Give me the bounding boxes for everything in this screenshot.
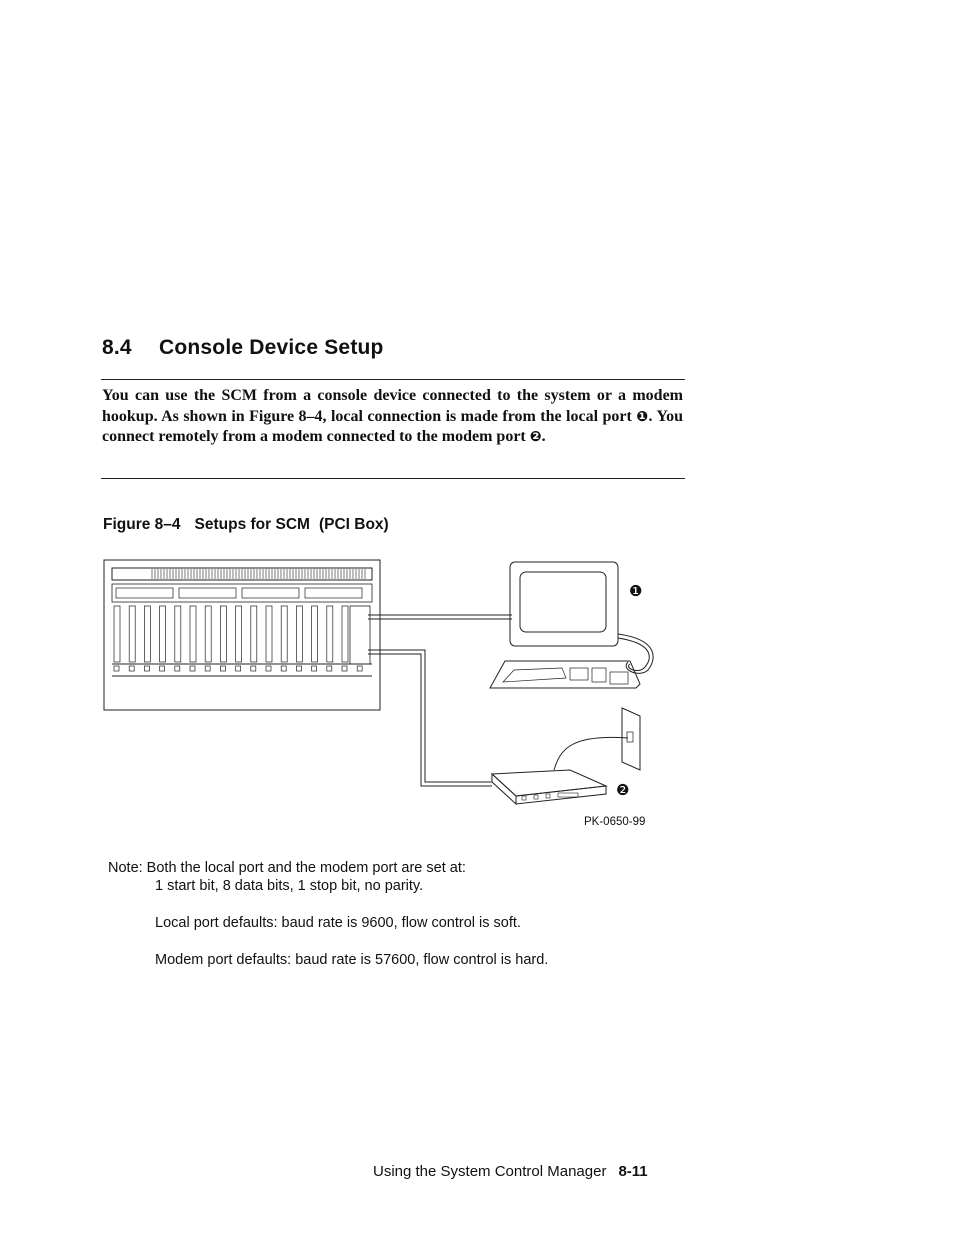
card-slot <box>266 606 272 662</box>
status-led <box>190 666 195 671</box>
bottom-rule <box>101 478 685 479</box>
note-line-2: 1 start bit, 8 data bits, 1 stop bit, no parity. <box>155 878 424 894</box>
card-slot <box>236 606 242 662</box>
card-slot <box>312 606 318 662</box>
status-led <box>327 666 332 671</box>
card-slot <box>160 606 166 662</box>
figure-caption <box>103 516 403 534</box>
card-slot <box>144 606 150 662</box>
status-led <box>175 666 180 671</box>
setup-diagram <box>100 550 660 840</box>
status-led <box>357 666 362 671</box>
card-slot <box>129 606 135 662</box>
status-led <box>266 666 271 671</box>
status-led <box>312 666 317 671</box>
card-slot <box>342 606 348 662</box>
figure-title-b: (PCI Box) <box>318 516 389 533</box>
intro-text-1: You can use the SCM from a console device connected to the system or a modem hookup. As shown in Figure 8–4, local connection is made from the local port <box>102 387 683 425</box>
callout-1-icon: ❶ <box>636 408 649 425</box>
intro-paragraph <box>102 386 683 448</box>
page-number: 8-11 <box>618 1163 648 1180</box>
intro-text-2: . You connect remotely from a modem connected to the modem port <box>102 407 684 446</box>
status-led <box>281 666 286 671</box>
card-slot <box>251 606 257 662</box>
intro-text-3: . <box>541 428 546 446</box>
note-line-3: Local port defaults: baud rate is 9600, flow control is soft. <box>155 915 521 931</box>
card-slot <box>205 606 211 662</box>
card-slot <box>220 606 226 662</box>
pci-box-illustration <box>104 560 380 710</box>
status-led <box>220 666 225 671</box>
local-cable <box>368 615 512 619</box>
top-rule <box>101 379 685 380</box>
status-led <box>205 666 210 671</box>
status-led <box>129 666 134 671</box>
section-number: 8.4 <box>102 336 132 359</box>
status-led <box>144 666 149 671</box>
note-line-1: Note: Both the local port and the modem port are set at: <box>108 860 466 876</box>
keyboard-cable <box>618 634 653 673</box>
section-heading <box>102 336 384 360</box>
monitor-illustration <box>510 562 618 646</box>
card-slot <box>296 606 302 662</box>
figure-callout-2-icon: ❷ <box>616 781 630 799</box>
callout-2-icon: ❷ <box>529 429 542 446</box>
section-title: Console Device Setup <box>159 336 384 359</box>
status-led <box>296 666 301 671</box>
wall-jack-illustration <box>554 708 640 770</box>
status-led <box>251 666 256 671</box>
figure-callout-1-icon: ❶ <box>629 582 643 600</box>
modem-cable <box>368 650 492 786</box>
footer-text: Using the System Control Manager <box>373 1163 607 1180</box>
card-slot <box>327 606 333 662</box>
status-led <box>342 666 347 671</box>
card-slot <box>114 606 120 662</box>
note-line-4: Modem port defaults: baud rate is 57600, flow control is hard. <box>155 952 549 968</box>
status-led <box>160 666 165 671</box>
modem-illustration <box>492 770 606 804</box>
card-slot <box>190 606 196 662</box>
status-led <box>114 666 119 671</box>
card-slot <box>281 606 287 662</box>
figure-id: PK-0650-99 <box>584 816 646 828</box>
page-footer <box>373 1163 648 1180</box>
keyboard-illustration <box>490 661 640 688</box>
status-led <box>236 666 241 671</box>
card-slot <box>175 606 181 662</box>
figure-label: Figure 8–4 <box>103 516 181 533</box>
figure-title-a: Setups for SCM <box>194 516 310 533</box>
